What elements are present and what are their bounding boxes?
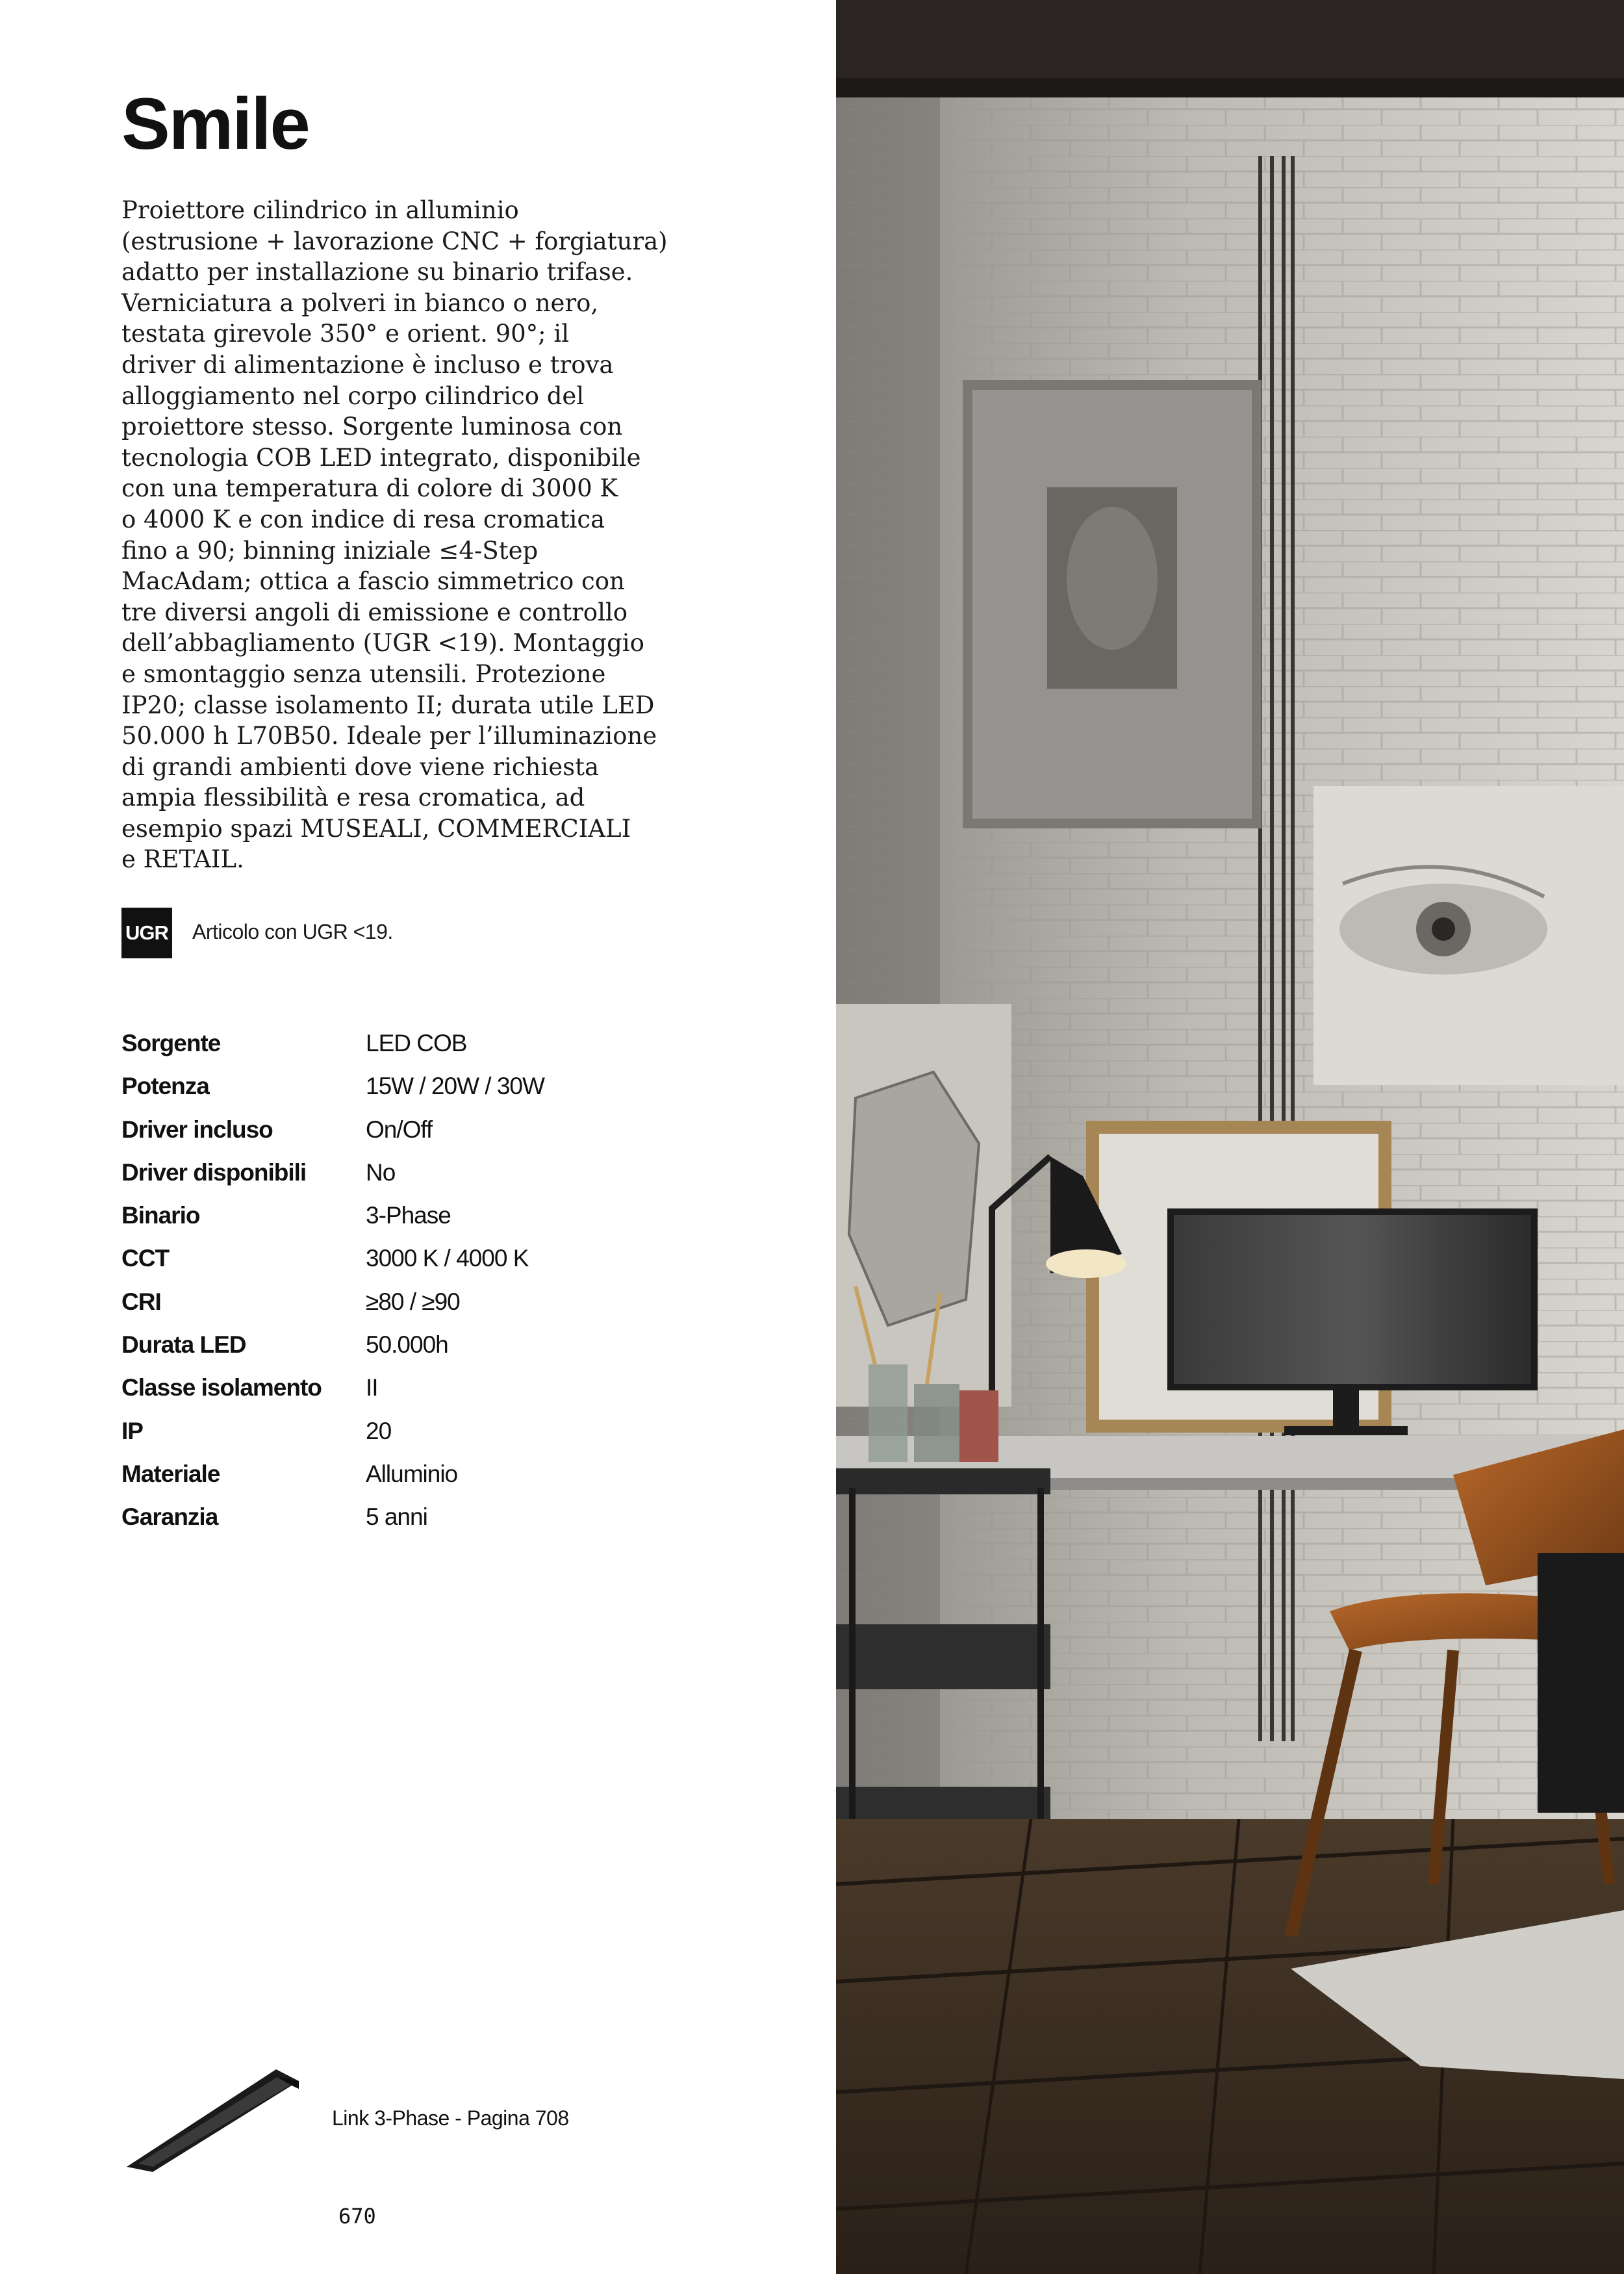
spec-row [121,1418,544,1461]
spec-label: CRI [121,1288,161,1315]
spec-row [121,1116,544,1159]
description-line: 50.000 h L70B50. Ideale per l’illuminazione [121,722,657,750]
spec-row [121,1159,544,1202]
description-line: IP20; classe isolamento II; durata utile LED [121,691,655,719]
spec-label: Driver incluso [121,1116,273,1143]
spec-row [121,1245,544,1288]
spec-row [121,1073,544,1116]
track-rail-icon [127,2069,302,2173]
description-line: fino a 90; binning iniziale ≤4-Step [121,536,539,565]
description-line: Proiettore cilindrico in alluminio [121,196,519,224]
description-line: driver di alimentazione è incluso e trova [121,350,614,379]
product-description [121,195,668,875]
spec-value: 5 anni [366,1503,427,1531]
description-line: esempio spazi MUSEALI, COMMERCIALI [121,814,631,843]
spec-label: CCT [121,1245,170,1272]
description-line: e RETAIL. [121,845,244,874]
spec-value: II [366,1374,378,1401]
description-line: o 4000 K e con indice di resa cromatica [121,505,605,533]
spec-label: Classe isolamento [121,1374,322,1401]
description-line: di grandi ambienti dove viene richiesta [121,752,600,781]
description-line: tre diversi angoli di emissione e controllo [121,598,628,626]
spec-value: 15W / 20W / 30W [366,1073,544,1100]
description-line: tecnologia COB LED integrato, disponibile [121,443,641,472]
description-line: Verniciatura a polveri in bianco o nero, [121,288,599,317]
spec-table [121,1030,544,1547]
description-line: e smontaggio senza utensili. Protezione [121,659,606,688]
spec-row [121,1030,544,1073]
ugr-note: Articolo con UGR <19. [192,920,393,943]
spec-label: Garanzia [121,1503,218,1531]
description-line: (estrusione + lavorazione CNC + forgiatura) [121,227,668,255]
spec-row [121,1374,544,1417]
ugr-badge-icon: UGR [121,908,172,958]
spec-value: LED COB [366,1030,467,1056]
page-title: Smile [121,83,309,164]
spec-value: 3-Phase [366,1202,451,1229]
page-number: 670 [338,2204,376,2229]
description-line: dell’abbagliamento (UGR <19). Montaggio [121,629,644,658]
description-line: MacAdam; ottica a fascio simmetrico con [121,567,625,596]
spec-label: Potenza [121,1073,209,1100]
spec-value: Alluminio [366,1460,458,1487]
spec-label: Durata LED [121,1331,246,1359]
spec-label: Sorgente [121,1030,221,1056]
spec-row [121,1331,544,1374]
description-line: proiettore stesso. Sorgente luminosa con [121,413,623,441]
description-line: con una temperatura di colore di 3000 K [121,474,618,503]
spec-value: ≥80 / ≥90 [366,1288,460,1315]
spec-label: Driver disponibili [121,1158,307,1186]
spec-value: 3000 K / 4000 K [366,1245,529,1272]
spec-value: 50.000h [366,1331,448,1359]
spec-row [121,1503,544,1546]
spec-value: 20 [366,1417,392,1444]
spec-label: Binario [121,1202,200,1229]
spec-row [121,1288,544,1331]
spec-value: On/Off [366,1116,433,1143]
spec-value: No [366,1158,396,1186]
spec-label: Materiale [121,1460,220,1487]
description-line: testata girevole 350° e orient. 90°; il [121,320,570,348]
link-3phase-note: Link 3-Phase - Pagina 708 [332,2106,569,2130]
description-line: ampia flessibilità e resa cromatica, ad [121,784,585,812]
spec-label: IP [121,1417,143,1444]
loft-studio-photo [836,0,1624,2274]
description-line: alloggiamento nel corpo cilindrico del [121,381,585,410]
spec-row [121,1461,544,1503]
description-line: adatto per installazione su binario trifase. [121,258,633,287]
spec-row [121,1202,544,1245]
